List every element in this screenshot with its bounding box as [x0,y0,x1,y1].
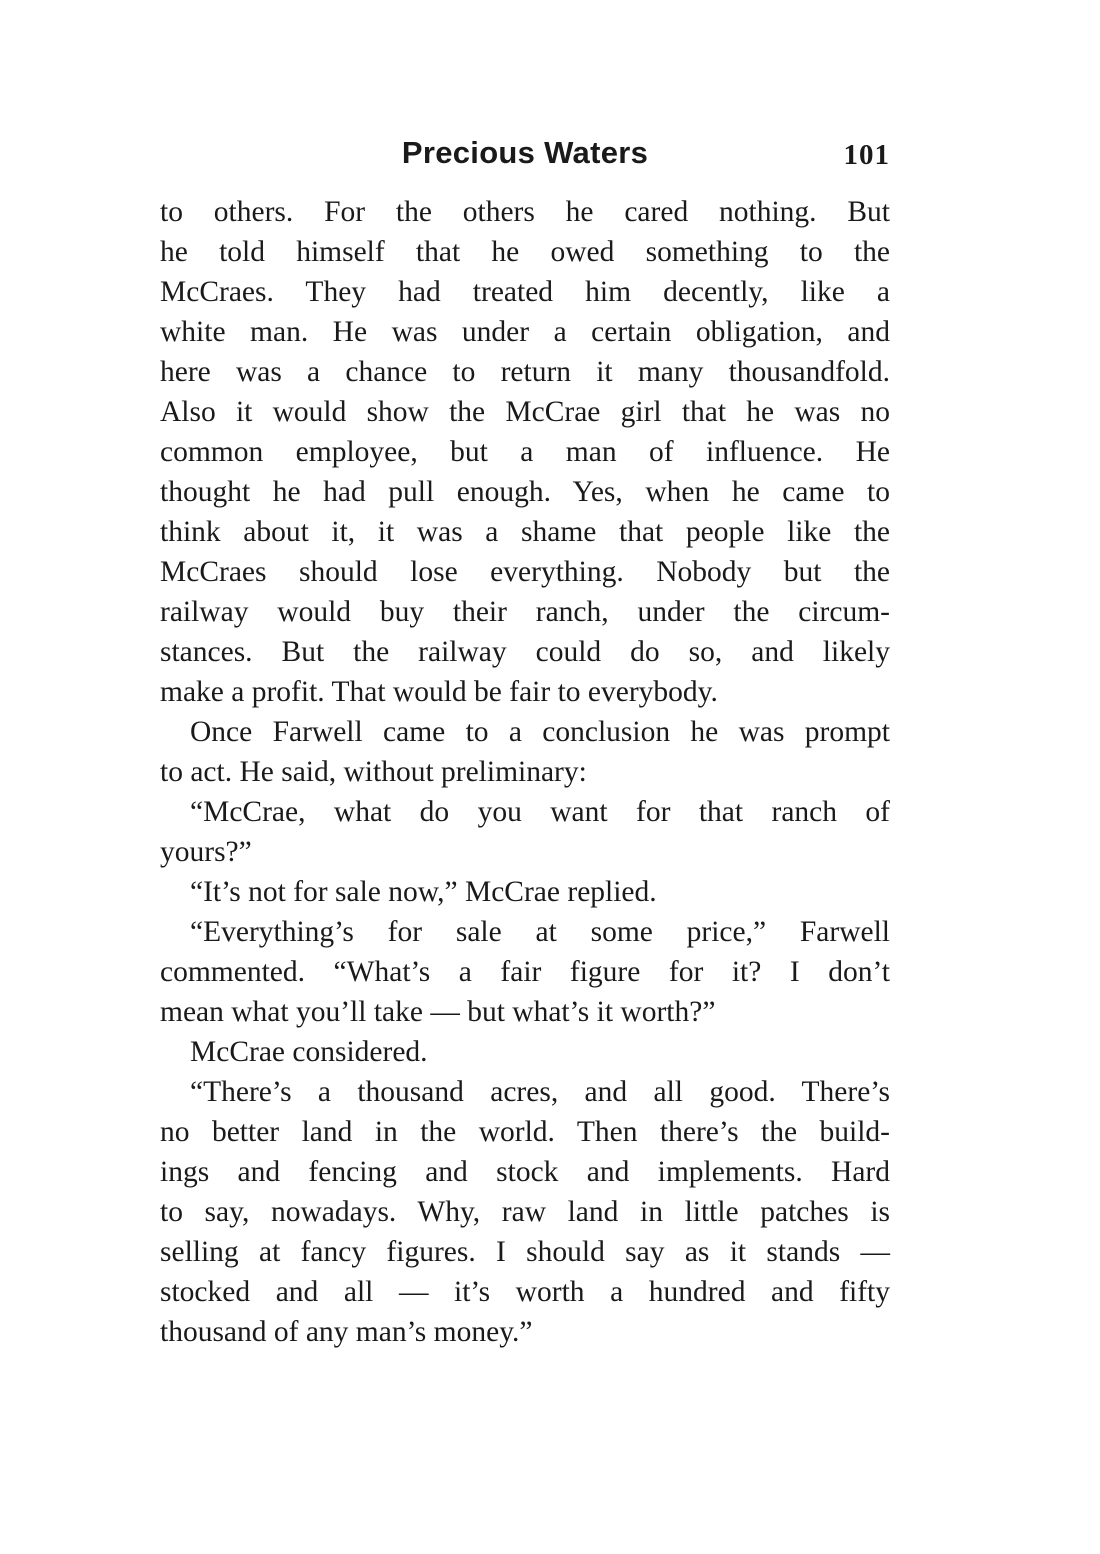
text-line: stocked and all — it’s worth a hundred and fifty [160,1276,890,1308]
text-line: Also it would show the McCrae girl that he was no [160,396,890,428]
text-line: commented. “What’s a fair figure for it? I don’t [160,956,890,988]
text-line: to say, nowadays. Why, raw land in little patches is [160,1196,890,1228]
text-line: ings and fencing and stock and implements. Hard [160,1156,890,1188]
text-line: here was a chance to return it many thousandfold. [160,356,890,388]
text-line: McCraes. They had treated him decently, like a [160,276,890,308]
text-line: “McCrae, what do you want for that ranch of [190,796,890,828]
page-number: 101 [843,139,890,171]
text-line: thousand of any man’s money.” [160,1316,533,1348]
running-title: Precious Waters [401,135,649,170]
body-text [160,192,890,1352]
text-line: stances. But the railway could do so, and likely [160,636,890,668]
text-line: white man. He was under a certain obligation, and [160,316,890,348]
text-line: McCrae considered. [190,1036,428,1068]
text-line: common employee, but a man of influence. He [160,436,890,468]
text-line: make a profit. That would be fair to everybody. [160,676,718,708]
text-line: to others. For the others he cared nothing. But [160,196,890,228]
text-line: selling at fancy figures. I should say as it stands — [160,1236,890,1268]
text-line: “It’s not for sale now,” McCrae replied. [190,876,657,908]
text-line: no better land in the world. Then there’s the build- [160,1116,890,1148]
text-line: railway would buy their ranch, under the circum- [160,596,890,628]
text-line: Once Farwell came to a conclusion he was prompt [190,716,890,748]
text-line: mean what you’ll take — but what’s it worth?” [160,996,716,1028]
text-line: yours?” [160,836,252,868]
text-line: “Everything’s for sale at some price,” Farwell [190,916,890,948]
text-line: thought he had pull enough. Yes, when he came to [160,476,890,508]
running-head [160,130,890,176]
text-line: he told himself that he owed something to the [160,236,890,268]
text-line: “There’s a thousand acres, and all good. There’s [190,1076,890,1108]
text-line: to act. He said, without preliminary: [160,756,587,788]
text-line: think about it, it was a shame that people like the [160,516,890,548]
text-line: McCraes should lose everything. Nobody but the [160,556,890,588]
